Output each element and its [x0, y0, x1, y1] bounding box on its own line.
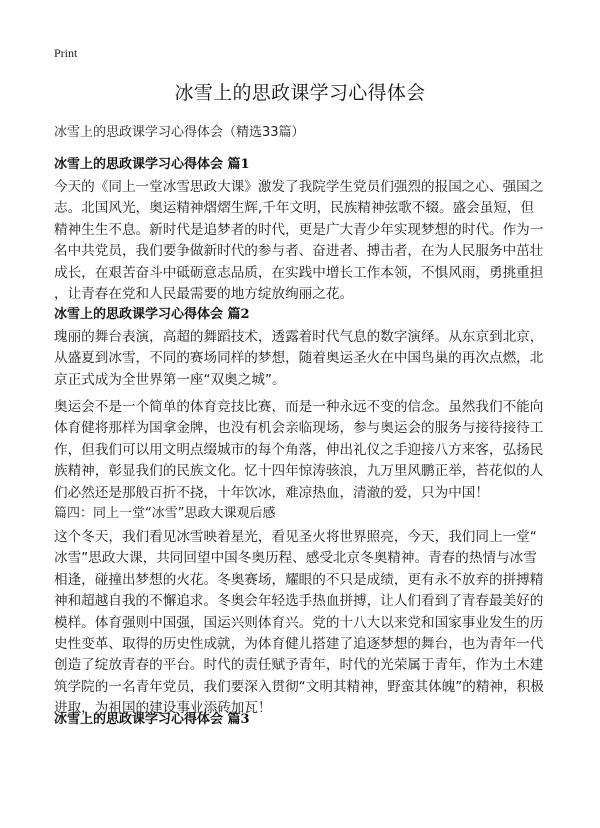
text-line: 作，但我们可以用文明点缀城市的每个角落，伸出礼仪之手迎接八方来客，弘扬民	[54, 441, 544, 458]
text-line: 进取，为祖国的建设事业添砖加瓦！	[54, 700, 272, 717]
text-line: 这个冬天，我们看见冰雪映着星光，看见圣火将世界照亮，今天，我们同上一堂“	[54, 529, 537, 545]
text-line: 志。北国风光，奥运精神熠熠生辉,千年文明，民族精神弦歌不辍。盛会虽短，但	[54, 200, 535, 217]
section-heading-3: 冰雪上的思政课学习心得体会 篇3	[54, 712, 250, 727]
text-line: 成长，在艰苦奋斗中砥砺意志品质，在实践中增长工作本领，不惧风雨，勇挑重担	[54, 264, 544, 281]
text-line: 瑰丽的舞台表演，高超的舞蹈技术，透露着时代气息的数字演绎。从东京到北京，	[54, 329, 544, 345]
print-link[interactable]: Print	[54, 46, 78, 60]
section-heading-2: 冰雪上的思政课学习心得体会 篇2	[54, 307, 250, 322]
text-line: 族精神，彰显我们的民族文化。忆十四年惊涛骇浪，九万里风鹏正举，苔花似的人	[54, 463, 544, 480]
text-line: 冰雪”思政大课，共同回望中国冬奥历程、感受北京冬奥精神。青春的热情与冰雪	[54, 550, 537, 567]
text-line: 名中共党员，我们要争做新时代的参与者、奋进者、搏击者，在为人民服务中茁壮	[54, 243, 544, 260]
text-line: 创造了绽放青春的平台。时代的责任赋予青年，时代的光荣属于青年，作为土木建	[54, 657, 544, 674]
section-1-paragraph-1	[54, 177, 546, 305]
text-line: 神和超越自我的不懈追求。冬奥会年轻选手热血拼搏，让人们看到了青春最美好的	[54, 593, 544, 610]
page-title: 冰雪上的思政课学习心得体会	[174, 82, 426, 104]
document-subtitle: 冰雪上的思政课学习心得体会（精选33篇）	[54, 125, 305, 140]
text-line: 从盛夏到冰雪，不同的赛场同样的梦想，随着奥运圣火在中国鸟巢的再次点燃，北	[54, 350, 544, 367]
text-line: 模样。体育强则中国强，国运兴则体育兴。党的十八大以来党和国家事业发生的历	[54, 614, 544, 631]
text-line: ，让青春在党和人民最需要的地方绽放绚丽之花。	[54, 286, 354, 303]
text-line: 史性变革、取得的历史性成就，为体育健儿搭建了追逐梦想的舞台，也为青年一代	[54, 636, 544, 653]
section-4-paragraph-1	[54, 527, 546, 720]
text-line: 筑学院的一名青年党员，我们要深入贯彻“文明其精神，野蛮其体魄”的精神，积极	[54, 678, 544, 695]
section-2-paragraph-2	[54, 397, 546, 504]
section-2-paragraph-1	[54, 327, 546, 391]
section-heading-1: 冰雪上的思政课学习心得体会 篇1	[54, 157, 250, 172]
text-line: 体育健将那样为国拿金牌，也没有机会亲临现场，参与奥运会的服务与接待接待工	[54, 420, 544, 437]
text-line: 们必然还是那般百折不挠，十年饮冰，难凉热血，清澈的爱，只为中国！	[54, 484, 489, 501]
text-line: 今天的《同上一堂冰雪思政大课》激发了我院学生党员们强烈的报国之心、强国之	[54, 179, 544, 195]
text-line: 京正式成为全世界第一座“双奥之城”。	[54, 371, 286, 388]
section-heading-4: 篇四：同上一堂“冰雪”思政大课观后感	[54, 506, 276, 521]
text-line: 精神生生不息。新时代是追梦者的时代，更是广大青少年实现梦想的时代。作为一	[54, 221, 544, 238]
text-line: 相逢，碰撞出梦想的火花。冬奥赛场，耀眼的不只是成绩，更有永不放弃的拼搏精	[54, 571, 544, 588]
text-line: 奥运会不是一个简单的体育竞技比赛，而是一种永远不变的信念。虽然我们不能向	[54, 399, 544, 415]
